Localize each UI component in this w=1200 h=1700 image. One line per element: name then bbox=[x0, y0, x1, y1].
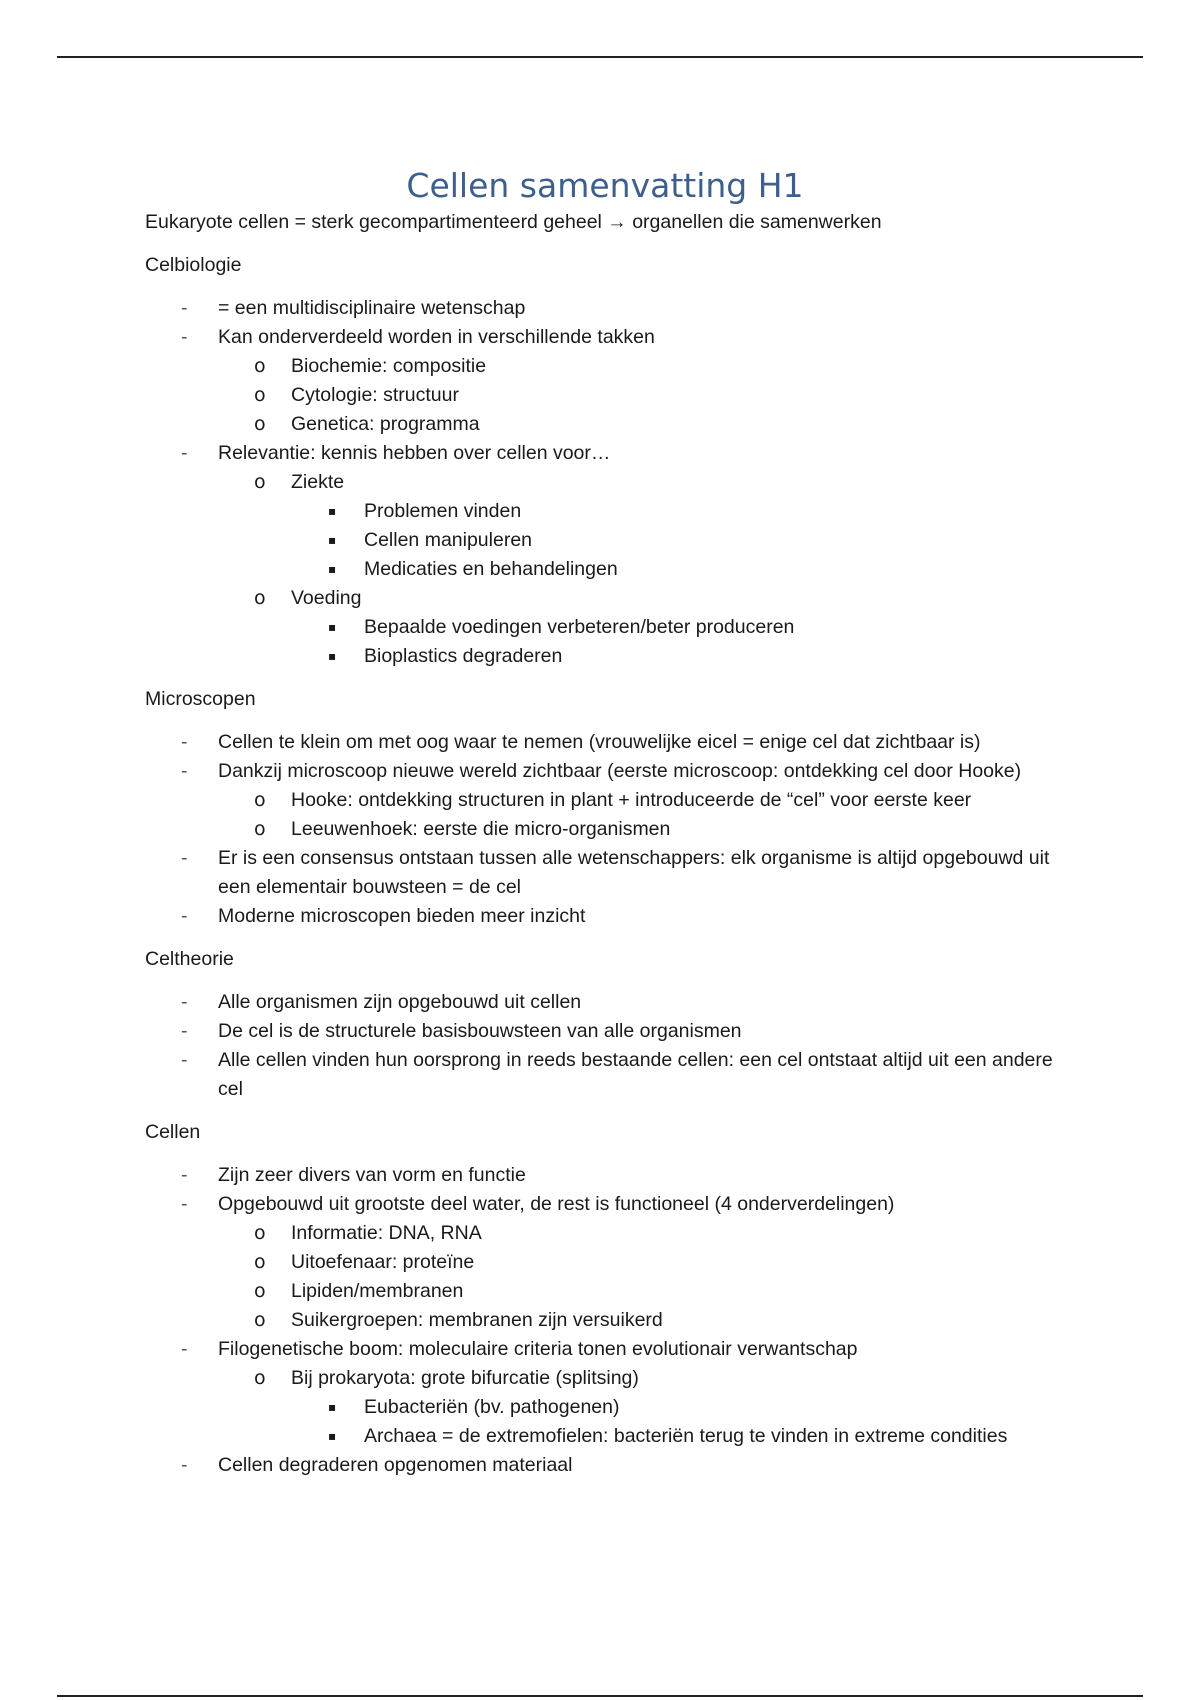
list-item bbox=[145, 1017, 1065, 1046]
list-item-text: Alle cellen vinden hun oorsprong in reeds bestaande cellen: een cel ontstaat altijd uit een andere cel bbox=[218, 1049, 1053, 1100]
circle-bullet-icon: o bbox=[254, 1222, 266, 1244]
list-item-text: Dankzij microscoop nieuwe wereld zichtbaar (eerste microscoop: ontdekking cel door Hooke) bbox=[218, 760, 1022, 782]
circle-bullet-icon: o bbox=[254, 413, 266, 435]
dash-bullet-icon: - bbox=[181, 1020, 188, 1042]
dash-bullet-icon: - bbox=[181, 1164, 188, 1186]
square-bullet-icon: ▪ bbox=[328, 1429, 337, 1443]
circle-bullet-icon: o bbox=[254, 1367, 266, 1389]
list-item bbox=[218, 468, 1065, 584]
list-item-text: Biochemie: compositie bbox=[291, 355, 487, 377]
section-heading-celtheorie: Celtheorie bbox=[145, 948, 234, 970]
list-item bbox=[218, 786, 1065, 815]
list-item-text: Kan onderverdeeld worden in verschillende takken bbox=[218, 326, 655, 348]
sub-list bbox=[218, 1364, 1065, 1451]
circle-bullet-icon: o bbox=[254, 1280, 266, 1302]
list-item bbox=[218, 815, 1065, 844]
list-item bbox=[218, 1364, 1065, 1451]
dash-bullet-icon: - bbox=[181, 991, 188, 1013]
sub-sub-list bbox=[291, 497, 1065, 584]
list-item bbox=[145, 439, 1065, 671]
list-item bbox=[218, 381, 1065, 410]
list-item bbox=[291, 497, 1065, 526]
list-item bbox=[291, 642, 1065, 671]
circle-bullet-icon: o bbox=[254, 789, 266, 811]
list-item-text: Problemen vinden bbox=[364, 500, 522, 522]
section-celtheorie bbox=[145, 945, 1065, 1104]
section-heading-celbiologie: Celbiologie bbox=[145, 254, 242, 276]
list-item bbox=[145, 844, 1065, 902]
square-bullet-icon: ▪ bbox=[328, 562, 337, 576]
list-item-text: Voeding bbox=[291, 587, 362, 609]
list-item bbox=[291, 613, 1065, 642]
list-item bbox=[218, 1306, 1065, 1335]
list-item-text: Informatie: DNA, RNA bbox=[291, 1222, 482, 1244]
list-item bbox=[145, 1451, 1065, 1480]
list-item bbox=[291, 1422, 1065, 1451]
dash-bullet-icon: - bbox=[181, 442, 188, 464]
list-item-text: De cel is de structurele basisbouwsteen van alle organismen bbox=[218, 1020, 742, 1042]
list-item-text: Bioplastics degraderen bbox=[364, 645, 563, 667]
list-item-text: Ziekte bbox=[291, 471, 345, 493]
footer-rule bbox=[57, 1695, 1143, 1697]
list-item-text: Bepaalde voedingen verbeteren/beter produceren bbox=[364, 616, 795, 638]
list-item bbox=[145, 988, 1065, 1017]
square-bullet-icon: ▪ bbox=[328, 533, 337, 547]
bullet-list bbox=[145, 1161, 1065, 1480]
dash-bullet-icon: - bbox=[181, 1454, 188, 1476]
list-item-text: Alle organismen zijn opgebouwd uit cellen bbox=[218, 991, 582, 1013]
list-item bbox=[291, 1393, 1065, 1422]
list-item bbox=[145, 1335, 1065, 1451]
section-heading-microscopen: Microscopen bbox=[145, 688, 256, 710]
circle-bullet-icon: o bbox=[254, 818, 266, 840]
list-item bbox=[218, 1277, 1065, 1306]
list-item bbox=[291, 526, 1065, 555]
dash-bullet-icon: - bbox=[181, 297, 188, 319]
list-item-text: Leeuwenhoek: eerste die micro-organismen bbox=[291, 818, 671, 840]
square-bullet-icon: ▪ bbox=[328, 1400, 337, 1414]
list-item-text: Opgebouwd uit grootste deel water, de rest is functioneel (4 onderverdelingen) bbox=[218, 1193, 895, 1215]
list-item-text: Hooke: ontdekking structuren in plant + introduceerde de “cel” voor eerste keer bbox=[291, 789, 972, 811]
document-body bbox=[145, 164, 1065, 1494]
sub-list bbox=[218, 1219, 1065, 1335]
bullet-list bbox=[145, 294, 1065, 671]
circle-bullet-icon: o bbox=[254, 587, 266, 609]
list-item bbox=[145, 902, 1065, 931]
intro-text: Eukaryote cellen = sterk gecompartimenteerd geheel → organellen die samenwerken bbox=[145, 211, 882, 233]
list-item bbox=[145, 323, 1065, 439]
list-item bbox=[218, 1248, 1065, 1277]
list-item-text: Eubacteriën (bv. pathogenen) bbox=[364, 1396, 620, 1418]
bullet-list bbox=[145, 988, 1065, 1104]
list-item-text: Lipiden/membranen bbox=[291, 1280, 464, 1302]
list-item bbox=[145, 1190, 1065, 1335]
list-item-text: Relevantie: kennis hebben over cellen voor… bbox=[218, 442, 611, 464]
list-item bbox=[145, 728, 1065, 757]
section-cellen bbox=[145, 1118, 1065, 1480]
circle-bullet-icon: o bbox=[254, 471, 266, 493]
list-item bbox=[145, 757, 1065, 844]
dash-bullet-icon: - bbox=[181, 326, 188, 348]
bullet-list bbox=[145, 728, 1065, 931]
header-rule bbox=[57, 56, 1143, 58]
square-bullet-icon: ▪ bbox=[328, 620, 337, 634]
list-item-text: Archaea = de extremofielen: bacteriën terug te vinden in extreme condities bbox=[364, 1425, 1008, 1447]
circle-bullet-icon: o bbox=[254, 1309, 266, 1331]
list-item bbox=[218, 1219, 1065, 1248]
page-title: Cellen samenvatting H1 bbox=[406, 166, 804, 205]
sub-sub-list bbox=[291, 613, 1065, 671]
list-item-text: Er is een consensus ontstaan tussen alle wetenschappers: elk organisme is altijd opgebouwd uit een elementair bouwsteen = de cel bbox=[218, 847, 1050, 898]
list-item bbox=[145, 1046, 1065, 1104]
section-heading-cellen: Cellen bbox=[145, 1121, 201, 1143]
list-item-text: Moderne microscopen bieden meer inzicht bbox=[218, 905, 586, 927]
list-item-text: Zijn zeer divers van vorm en functie bbox=[218, 1164, 526, 1186]
section-celbiologie bbox=[145, 251, 1065, 671]
list-item-text: Cellen te klein om met oog waar te nemen (vrouwelijke eicel = enige cel dat zichtbaar is) bbox=[218, 731, 981, 753]
list-item-text: Cytologie: structuur bbox=[291, 384, 459, 406]
sub-list bbox=[218, 786, 1065, 844]
dash-bullet-icon: - bbox=[181, 1338, 188, 1360]
list-item-text: Cellen manipuleren bbox=[364, 529, 533, 551]
list-item bbox=[145, 1161, 1065, 1190]
circle-bullet-icon: o bbox=[254, 1251, 266, 1273]
square-bullet-icon: ▪ bbox=[328, 504, 337, 518]
sub-list bbox=[218, 352, 1065, 439]
dash-bullet-icon: - bbox=[181, 1193, 188, 1215]
list-item-text: Genetica: programma bbox=[291, 413, 480, 435]
circle-bullet-icon: o bbox=[254, 384, 266, 406]
circle-bullet-icon: o bbox=[254, 355, 266, 377]
list-item-text: = een multidisciplinaire wetenschap bbox=[218, 297, 526, 319]
sub-sub-list bbox=[291, 1393, 1065, 1451]
list-item bbox=[218, 584, 1065, 671]
dash-bullet-icon: - bbox=[181, 847, 188, 869]
list-item bbox=[145, 294, 1065, 323]
sub-list bbox=[218, 468, 1065, 671]
list-item bbox=[218, 352, 1065, 381]
section-microscopen bbox=[145, 685, 1065, 931]
list-item-text: Medicaties en behandelingen bbox=[364, 558, 618, 580]
list-item-text: Suikergroepen: membranen zijn versuikerd bbox=[291, 1309, 663, 1331]
dash-bullet-icon: - bbox=[181, 1049, 188, 1071]
list-item-text: Cellen degraderen opgenomen materiaal bbox=[218, 1454, 573, 1476]
list-item bbox=[218, 410, 1065, 439]
dash-bullet-icon: - bbox=[181, 905, 188, 927]
square-bullet-icon: ▪ bbox=[328, 649, 337, 663]
list-item bbox=[291, 555, 1065, 584]
list-item-text: Filogenetische boom: moleculaire criteria tonen evolutionair verwantschap bbox=[218, 1338, 858, 1360]
list-item-text: Uitoefenaar: proteïne bbox=[291, 1251, 475, 1273]
dash-bullet-icon: - bbox=[181, 760, 188, 782]
list-item-text: Bij prokaryota: grote bifurcatie (splitsing) bbox=[291, 1367, 639, 1389]
dash-bullet-icon: - bbox=[181, 731, 188, 753]
